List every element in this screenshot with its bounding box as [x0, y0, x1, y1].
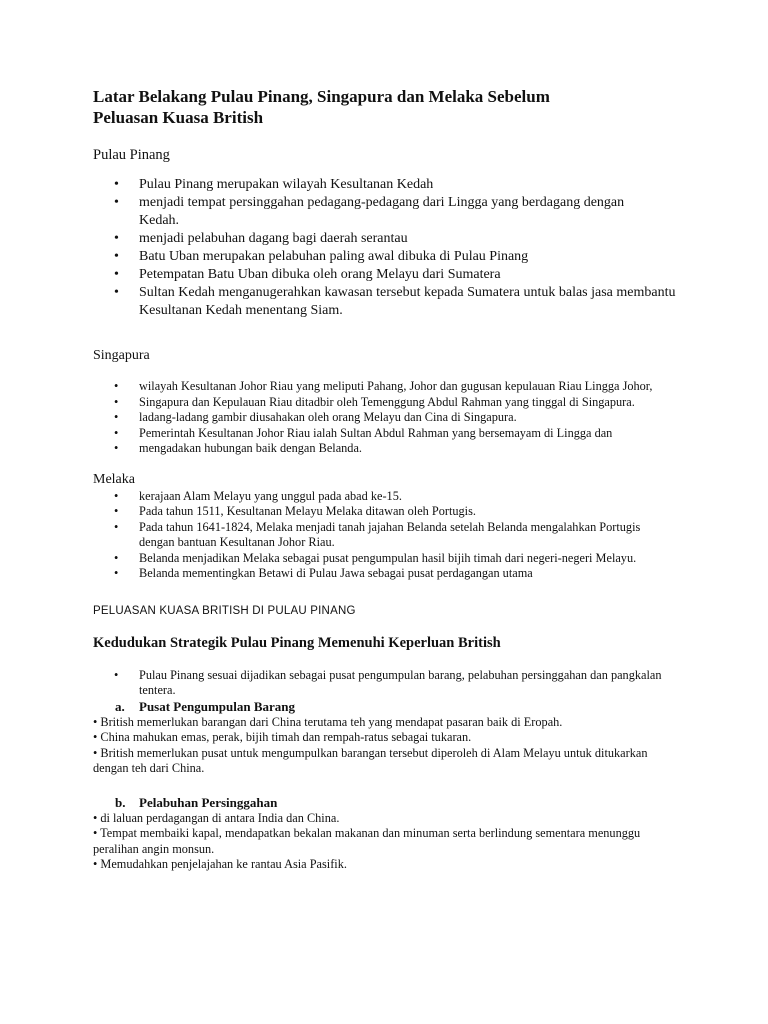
section-a-title: Pusat Pengumpulan Barang [139, 698, 296, 714]
section-a-letter: a. [115, 698, 125, 714]
document-page [93, 86, 683, 873]
list-item: • menjadi pelabuhan dagang bagi daerah serantau [93, 230, 683, 248]
list-singapura [93, 379, 683, 457]
list-item: • Batu Uban merupakan pelabuhan paling awal dibuka di Pulau Pinang [93, 248, 683, 266]
section-a-heading [93, 699, 683, 715]
section-b-line: • di laluan perdagangan di antara India dan China. [93, 810, 340, 825]
list-item: • ladang-ladang gambir diusahakan oleh orang Melayu dan Cina di Singapura. [93, 410, 683, 426]
list-item: • Pemerintah Kesultanan Johor Riau ialah Sultan Abdul Rahman yang bersemayam di Lingga dan [93, 426, 683, 442]
title-line-2: Peluasan Kuasa British [93, 108, 264, 127]
section-a-line: • British memerlukan barangan dari China terutama teh yang mendapat pasaran baik di Eropah. [93, 714, 563, 729]
list-melaka [93, 489, 683, 582]
list-peluasan-intro [93, 668, 683, 699]
section-b-line: • Memudahkan penjelajahan ke rantau Asia Pasifik. [93, 857, 347, 871]
list-item: • Pada tahun 1641-1824, Melaka menjadi tanah jajahan Belanda setelah Belanda mengalahkan Portugis dengan bantuan Kesultanan Johor Riau. [93, 520, 683, 551]
subheading-kedudukan: Kedudukan Strategik Pulau Pinang Memenuhi Keperluan British [93, 634, 501, 651]
list-pulau-pinang [93, 176, 683, 320]
list-item: • Petempatan Batu Uban dibuka oleh orang Melayu dari Sumatera [93, 266, 683, 284]
heading-melaka: Melaka [93, 471, 135, 487]
section-b-heading [93, 795, 683, 811]
section-b-letter: b. [115, 794, 126, 810]
list-item: • wilayah Kesultanan Johor Riau yang meliputi Pahang, Johor dan gugusan kepulauan Riau Lingga Johor, [93, 379, 683, 395]
list-item: • menjadi tempat persinggahan pedagang-pedagang dari Lingga yang berdagang dengan Kedah. [93, 194, 683, 230]
list-item: • Pada tahun 1511, Kesultanan Melayu Melaka ditawan oleh Portugis. [93, 504, 683, 520]
list-item: • Belanda menjadikan Melaka sebagai pusat pengumpulan hasil bijih timah dari negeri-negeri Melayu. [93, 551, 683, 567]
list-item: • mengadakan hubungan baik dengan Belanda. [93, 441, 683, 457]
section-a-line: • China mahukan emas, perak, bijih timah dan rempah-ratus sebagai tukaran. [93, 730, 472, 744]
list-item: • Pulau Pinang sesuai dijadikan sebagai pusat pengumpulan barang, pelabuhan persinggahan dan pangkalan tentera. [93, 668, 683, 699]
section-b-line: • Tempat membaiki kapal, mendapatkan bekalan makanan dan minuman serta berlindung sementara menunggu peralihan angin monsun. [93, 826, 641, 856]
heading-pulau-pinang: Pulau Pinang [93, 147, 170, 163]
heading-peluasan: PELUASAN KUASA BRITISH DI PULAU PINANG [93, 604, 356, 617]
list-item: • Singapura dan Kepulauan Riau ditadbir oleh Temenggung Abdul Rahman yang tinggal di Singapura. [93, 395, 683, 411]
section-a-line: • British memerlukan pusat untuk mengumpulkan barangan tersebut diperoleh di Alam Melayu untuk ditukarkan dengan teh dari China. [93, 745, 648, 775]
list-item: • Belanda mementingkan Betawi di Pulau Jawa sebagai pusat perdagangan utama [93, 566, 683, 582]
list-item: • Pulau Pinang merupakan wilayah Kesultanan Kedah [93, 176, 683, 194]
title-line-1: Latar Belakang Pulau Pinang, Singapura dan Melaka Sebelum [93, 87, 550, 106]
heading-singapura: Singapura [93, 348, 150, 363]
section-b-title: Pelabuhan Persinggahan [139, 794, 278, 810]
document-title [93, 86, 683, 128]
list-item: • Sultan Kedah menganugerahkan kawasan tersebut kepada Sumatera untuk balas jasa membantu Kesultanan Kedah menentang Siam. [93, 284, 683, 320]
list-item: • kerajaan Alam Melayu yang unggul pada abad ke-15. [93, 489, 683, 505]
